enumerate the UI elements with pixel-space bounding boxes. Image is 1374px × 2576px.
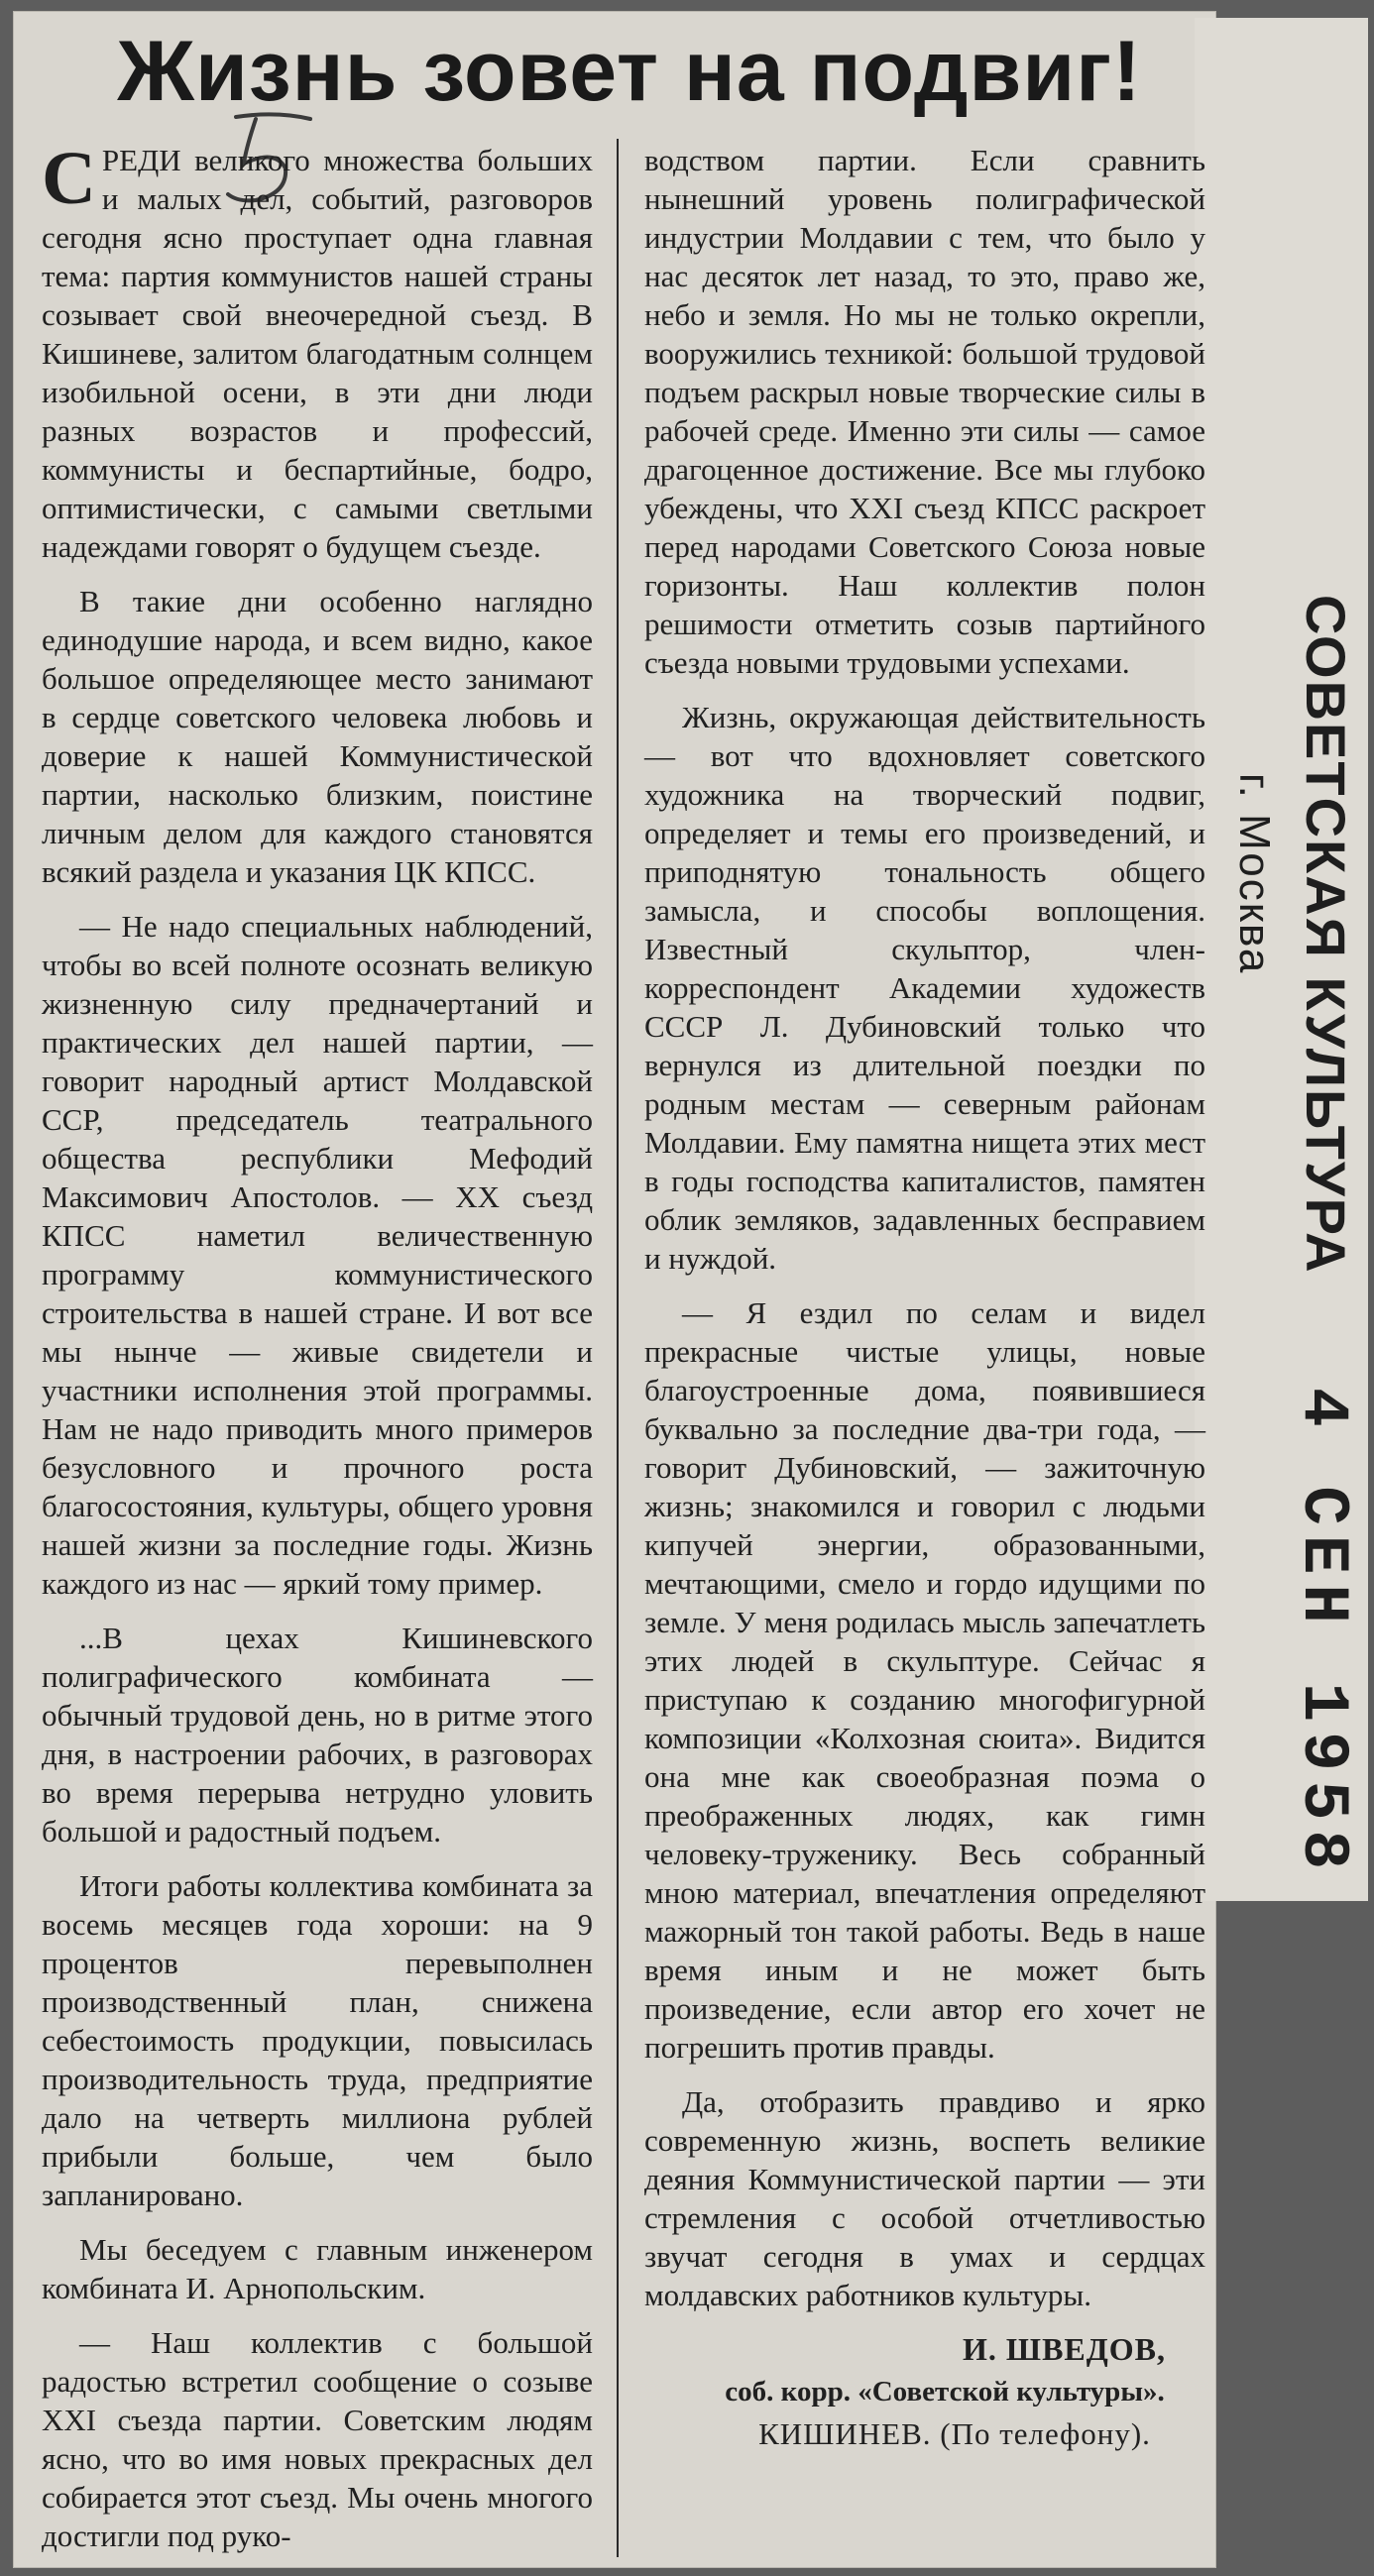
article-paragraph: — Я ездил по селам и видел прекрасные чистые улицы, новые благоустроенные дома, появившиеся буквально за последние два-три года, — говорит Дубиновский, — зажиточную жизнь; знакомился и говорил с людьми кипучей энергии, образованными, мечтающими, смело и гордо идущими по земле. У меня родилась мысль запечатлеть этих людей в скульптуре. Сейчас я приступаю к созданию многофигурной композиции «Колхозная сюита». Видится она мне как своеобразная поэма о преображенных людях, как гимн человеку-труженику. Весь собранный мною материал, впечатления определяют мажорный тон такой работы. Ведь в наше время иным и не может быть произведение, если автор его хочет не погрешить против правды. xyxy=(644,1295,1205,2065)
article-paragraph: — Не надо специальных наблюдений, чтобы во всей полноте осознать великую жизненную силу предначертаний и практических дел нашей партии, — говорит народный артист Молдавской ССР, председатель театрального общества республики Мефодий Максимович Апостолов. — XX съезд КПСС наметил величественную программу коммунистического строительства в нашей стране. И вот все мы нынче — живые свидетели и участники исполнения этой программы. Нам не надо приводить много примеров безусловного и прочного роста благосостояния, культуры, общего уровня нашей жизни за последние годы. Жизнь каждого из нас — яркий тому пример. xyxy=(42,909,593,1601)
article-paragraph: Итоги работы коллектива комбината за восемь месяцев года хороши: на 9 процентов перевыполнен производственный план, снижена себестоимость продукции, повысилась производительность труда, предприятие дало на четверть миллиона рублей прибыли больше, чем было запланировано. xyxy=(42,1868,593,2212)
article-headline: Жизнь зовет на подвиг! xyxy=(117,24,1142,119)
article-left-column xyxy=(42,137,593,2571)
article-paragraph: В такие дни особенно наглядно единодушие народа, и всем видно, какое большое определяющее место занимают в сердце советского человека любовь и доверие к нашей Коммунистической партии, насколько близким, поистине личным делом для каждого становятся всякий раздела и указания ЦК КПСС. xyxy=(42,584,593,889)
newspaper-name-label: СОВЕТСКАЯ КУЛЬТУРА xyxy=(1295,595,1357,1275)
article-paragraph: Жизнь, окружающая действительность — вот что вдохновляет советского художника на творческий подвиг, определяет и темы его произведений, и приподнятую тональность общего замысла, и способы воплощения. Известный скульптор, член-корреспондент Академии художеств СССР Л. Дубиновский только что вернулся из длительной поездки по родным местам — северным районам Молдавии. Ему памятна нищета этих мест в годы господства капиталистов, памятен облик земляков, задавленных бесправием и нуждой. xyxy=(644,700,1205,1276)
article-paragraph: СРЕДИ великого множества больших и малых дел, событий, разговоров сегодня ясно проступает одна главная тема: партия коммунистов нашей страны созывает свой внеочередной съезд. В Кишиневе, залитом благодатным солнцем изобильной осени, в эти дни люди разных возрастов и профессий, коммунисты и беспартийные, бодро, оптимистически, с самыми светлыми надеждами говорят о будущем съезде. xyxy=(42,137,593,564)
article-paragraph: Мы беседуем с главным инженером комбината И. Арнопольским. xyxy=(42,2232,593,2305)
drop-cap: С xyxy=(42,137,96,220)
article-right-column xyxy=(644,141,1205,2453)
article-paragraph: водством партии. Если сравнить нынешний уровень полиграфической индустрии Молдавии с тем, что было у нас десяток лет назад, то это, право же, небо и земля. Но мы не только окрепли, вооружились техникой: большой трудовой подъем раскрыл новые творческие силы в рабочей среде. Именно эти силы — самое драгоценное достижение. Все мы глубоко убеждены, что XXI съезд КПСС раскроет перед народами Советского Союза новые горизонты. Наш коллектив полон решимости отметить созыв партийного съезда новыми трудовыми успехами. xyxy=(644,143,1205,680)
date-stamp: 4 СЕН 1958 xyxy=(1286,1388,1360,1880)
newspaper-city-label: г. Москва xyxy=(1230,773,1279,975)
author-name: И. ШВЕДОВ, xyxy=(963,2331,1166,2367)
article-paragraph: — Наш коллектив с большой радостью встретил сообщение о созыве XXI съезда партии. Советским людям ясно, что во имя новых прекрасных дел собирается этот съезд. Мы очень многого достигли под руко- xyxy=(42,2325,593,2553)
article-paragraph: ...В цехах Кишиневского полиграфического комбината — обычный трудовой день, но в ритме этого дня, в настроении рабочих, в разговорах во время перерыва нетрудно уловить большой и радостный подъем. xyxy=(42,1621,593,1848)
dateline: КИШИНЕВ. (По телефону). xyxy=(758,2416,1151,2451)
author-role: соб. корр. «Советской культуры». xyxy=(725,2376,1165,2408)
article-paragraph: Да, отобразить правдиво и ярко современную жизнь, воспеть великие деяния Коммунистической партии — эти стремления с особой отчетливостью звучат сегодня в умах и сердцах молдавских работников культуры. xyxy=(644,2084,1205,2312)
column-divider xyxy=(617,139,619,2557)
